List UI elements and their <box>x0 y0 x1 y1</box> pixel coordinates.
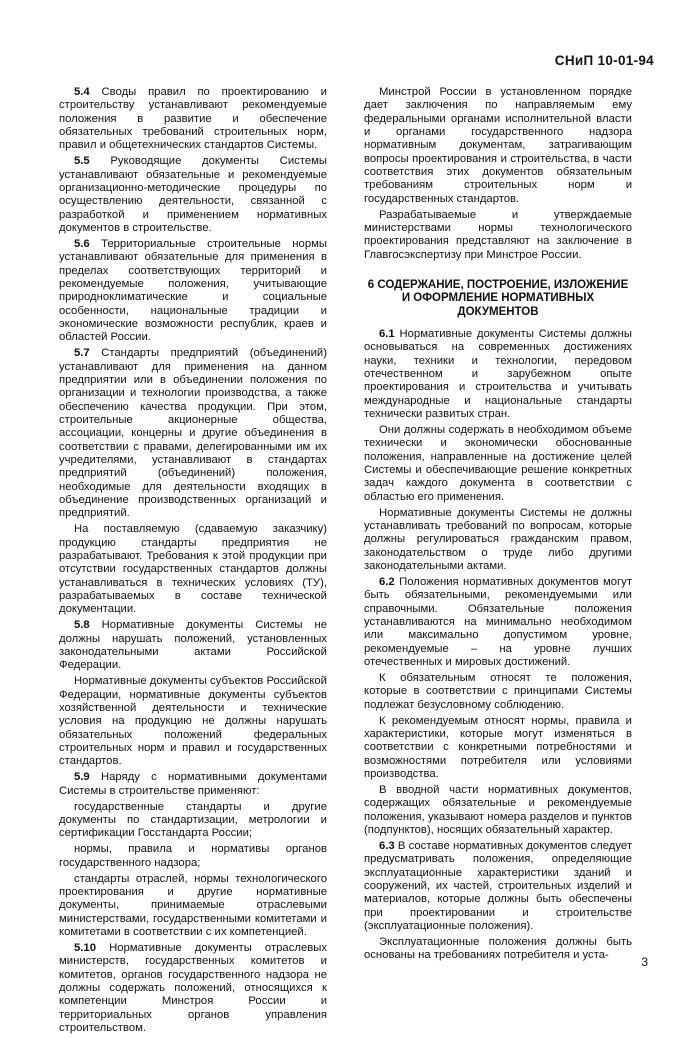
paragraph <box>59 873 327 940</box>
paragraph-text: Своды правил по проектированию и строительству устанавливают рекомендуемые положения в развитие и обеспечение обязательных требований строительных норм, правил и общетехнических стандартов Системы. <box>59 86 327 152</box>
paragraph <box>364 784 632 837</box>
paragraph-text: В составе нормативных документов следует предусматривать положения, определяющие эксплуатационные характеристики зданий и сооружений, их частей, строительных изделий и материалов, которые должны быть обеспечены при проектировании и строительстве (эксплуатационные положения). <box>364 839 632 932</box>
paragraph-text: Они должны содержать в необходимом объеме технически и экономически обоснованные положения, направленные на достижение целей Системы и обеспечивающие решение конкретных задач каждого документа в соответствии с областью его применения. <box>364 423 632 503</box>
document-code: СНиП 10-01-94 <box>554 53 654 68</box>
clause-number: 6.3 <box>379 839 395 852</box>
paragraph-text: нормы, правила и нормативы органов государственного надзора; <box>59 843 327 869</box>
left-column <box>59 86 327 1038</box>
paragraph <box>59 801 327 841</box>
right-column <box>364 86 632 965</box>
clause-number: 5.6 <box>74 237 90 250</box>
paragraph-text: Территориальные строительные нормы устанавливают обязательные для применения в пределах соответствующих территорий и рекомендуемые положения, учитывающие природноклиматические и социальные особенности, национальные традиции и экономические возможности республик, краев и областей России. <box>59 237 327 344</box>
clause-number: 5.5 <box>74 155 90 168</box>
paragraph <box>364 507 632 574</box>
clause-number: 5.9 <box>74 771 90 784</box>
paragraph <box>364 328 632 421</box>
clause-number: 6.1 <box>379 327 395 340</box>
paragraph-text: К обязательным относят те положения, которые в соответствии с принципами Системы подлежат безусловному соблюдению. <box>364 671 632 711</box>
paragraph-text: Минстрой России в установленном порядке дает заключения по направляемым ему федеральными органами исполнительной власти и органами государственного надзора нормативным документам, затрагивающим вопросы проектирования и строительства, в части соответствия этих документов обязательным требованиям строительных норм и государственных стандартов. <box>364 86 632 205</box>
paragraph-text: Нормативные документы отраслевых министерств, государственных комитетов и комитетов, органов государственного надзора не должны содержать положений, относящихся к компетенции Минстроя России и территориальных органов управления строительством. <box>59 941 327 1034</box>
paragraph-text: Наряду с нормативными документами Системы в строительстве применяют: <box>59 771 327 797</box>
paragraph <box>59 675 327 768</box>
clause-number: 5.7 <box>74 347 90 360</box>
paragraph-text: Стандарты предприятий (объединений) устанавливают для применения на данном предприятии или в объединении положения по организации и технологии производства, а также обеспечению качества продукции. При этом, строительные акционерные общества, ассоциации, концерны и другие объединения в соответствии с правами, делегированными им их учредителями, устанавливают в стандартах предприятий (объединений) положения, необходимые для деятельности входящих в объединение производственных организаций и предприятий. <box>59 347 327 520</box>
paragraph <box>59 347 327 520</box>
paragraph-text: В вводной части нормативных документов, содержащих обязательные и рекомендуемые положения, указывают номера разделов и пунктов (подпунктов), носящих обязательный характер. <box>364 783 632 836</box>
paragraph-text: Эксплуатационные положения должны быть основаны на требованиях потребителя и уста- <box>364 935 632 962</box>
page-number: 3 <box>641 955 648 969</box>
paragraph-text: Положения нормативных документов могут быть обязательными, рекомендуемыми или справочными. Обязательные положения устанавливаются на минимально необходимом или максимально допустимом уровне, рекомендуемые – на уровне лучших отечественных и мировых достижений. <box>364 575 632 668</box>
paragraph <box>364 936 632 963</box>
paragraph <box>59 155 327 235</box>
clause-number: 5.8 <box>74 619 90 632</box>
paragraph <box>59 942 327 1035</box>
paragraph <box>59 86 327 153</box>
paragraph-text: стандарты отраслей, нормы технологического проектирования и другие нормативные документы, принимаемые отраслевыми министерствами, государственными комитетами и комитетами в соответствии с их компетенцией. <box>59 872 327 938</box>
paragraph <box>364 840 632 933</box>
right-column-bottom <box>364 328 632 963</box>
paragraph <box>59 238 327 345</box>
paragraph <box>364 715 632 782</box>
paragraph <box>364 672 632 712</box>
paragraph-text: На поставляемую (сдаваемую заказчику) продукцию стандарты предприятия не разрабатывают. Требования к этой продукции при отсутствии государственных стандартов должны устанавливаться в технических условиях (ТУ), разрабатываемых в составе технической документации. <box>59 523 327 616</box>
paragraph-text: Разрабатываемые и утверждаемые министерствами нормы технологического проектирования представляют на заключение в Главгосэкспертизу при Минстрое России. <box>364 208 632 261</box>
paragraph-text: К рекомендуемым относят нормы, правила и характеристики, которые могут изменяться в соответствии с конкретными потребностями и возможностями потребителя или условиями производства. <box>364 714 632 780</box>
paragraph <box>59 619 327 672</box>
paragraph <box>364 424 632 504</box>
clause-number: 5.10 <box>74 941 96 954</box>
right-column-top <box>364 86 632 262</box>
paragraph <box>59 523 327 616</box>
paragraph-text: Нормативные документы Системы не должны устанавливать требований по вопросам, которые должны регулироваться гражданским правом, законодательством о труде либо другими законодательными актами. <box>364 506 632 572</box>
paragraph-text: государственные стандарты и другие документы по стандартизации, метрологии и сертификации Госстандарта России; <box>59 800 327 840</box>
paragraph-text: Нормативные документы Системы не должны нарушать положений, установленных законодательными актами Российской Федерации. <box>59 619 327 672</box>
paragraph <box>59 771 327 798</box>
paragraph <box>59 843 327 870</box>
paragraph <box>364 86 632 206</box>
clause-number: 6.2 <box>379 575 395 588</box>
paragraph <box>364 209 632 262</box>
clause-number: 5.4 <box>74 86 90 98</box>
paragraph-text: Нормативные документы Системы должны основываться на современных достижениях науки, техники и технологии, передовом отечественном и зарубежном опыте проектирования и строительства и учитывать международные и национальные стандарты технически развитых стран. <box>364 327 632 421</box>
paragraph-text: Нормативные документы субъектов Российской Федерации, нормативные документы субъектов хозяйственной деятельности и технические условия на продукцию не должны нарушать обязательных положений федеральных строительных норм и правил и государственных стандартов. <box>59 675 327 768</box>
section-title: 6 СОДЕРЖАНИЕ, ПОСТРОЕНИЕ, ИЗЛОЖЕНИЕ И ОФОРМЛЕНИЕ НОРМАТИВНЫХ ДОКУМЕНТОВ <box>367 279 629 318</box>
paragraph <box>364 576 632 669</box>
paragraph-text: Руководящие документы Системы устанавливают обязательные и рекомендуемые организационно-методические процедуры по осуществлению деятельности, связанной с разработкой и применением нормативных документов в строительстве. <box>59 155 327 235</box>
